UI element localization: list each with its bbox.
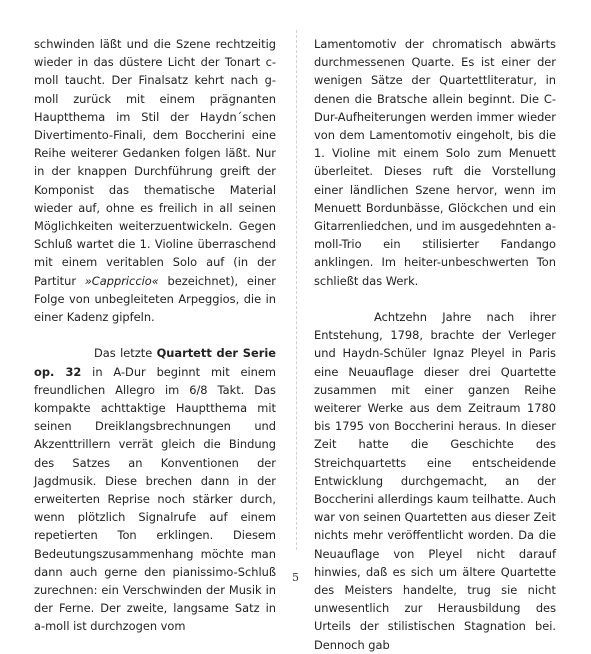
left-paragraph-2 — [34, 344, 276, 635]
left-paragraph-1 — [34, 35, 276, 326]
page-number: 5 — [292, 571, 299, 584]
left-column — [34, 35, 276, 636]
right-paragraph-1: Lamentomotiv der chromatisch abwärts durchmessenen Quarte. Es ist einer der wenigen Sätze der Quartettliteratur, in denen die Bratsche allein beginnt. Die C-Dur-Aufheiterungen werden immer wieder von dem Lamentomotiv eingeholt, bis die 1. Violine mit einem Solo zum Menuett überleitet. Dieses ruft die Vorstellung einer ländlichen Szene hervor, wenn im Menuett Bordunbässe, Glöckchen und ein Gitarrenliedchen, und im ausgedehnten a-moll-Trio ein stilisierter Fandango anklingen. Im heiter-unbeschwerten Ton schließt das Werk. — [314, 37, 556, 288]
left-p1-text: schwinden läßt und die Szene rechtzeitig wieder in das düstere Licht der Tonart c-moll taucht. Der Finalsatz kehrt nach g-moll zurück mit einem prägnanten Hauptthema im Stil der Haydn´schen Divertimento-Finali, dem Boccherini eine Reihe weiterer Gedanken folgen läßt. Nur in der knappen Durchführung greift der Komponist das thematische Material wieder auf, ohne es freilich in all seinen Möglichkeiten weiterzuentwickeln. Gegen Schluß wartet die 1. Violine überraschend mit einem veritablen Solo auf (in der Partitur — [34, 37, 276, 288]
column-divider — [296, 30, 297, 550]
left-p2-rest: in A-Dur beginnt mit einem freundlichen Allegro im 6/8 Takt. Das kompakte achttaktige Hauptthema mit seinen Dreiklangsbrechnungen und Akzenttrillern verrät gleich die Bindung des Satzes an Konventionen der Jagdmusik. Diese brechen dann in der erweiterten Reprise noch stärker durch, wenn plötzlich Signalrufe auf einem repetierten Ton erklingen. Diesem Bedeutungszusammenhang möchte man dann auch gerne den pianissimo-Schluß zurechnen: ein Verschwinden der Musik in der Ferne. Der zweite, langsame Satz in a-moll ist durchzogen vom — [34, 364, 276, 634]
left-p1-italic-term: »Cappriccio« — [84, 273, 159, 288]
left-p2-start: Das letzte — [94, 346, 157, 361]
left-p2-bold-title: Quartett der Serie op. 32 — [34, 346, 276, 379]
right-paragraph-2: Achtzehn Jahre nach ihrer Entstehung, 1798, brachte der Verleger und Haydn-Schüler Ignaz Pleyel in Paris eine Neuauflage dieser drei Quartette zusammen mit einer ganzen Reihe weiterer Werke aus dem Zeitraum 1780 bis 1795 von Boccherini heraus. In dieser Zeit hatte die Geschichte des Streichquartetts eine entscheidende Entwicklung durchgemacht, an der Boccherini allerdings kaum teilhatte. Auch war von seinen Quartetten aus dieser Zeit nichts mehr veröffentlicht worden. Da die Neuauflage von Pleyel nicht darauf hinwies, daß es sich um ältere Quartette des Meisters handelte, trug sie nicht unwesentlich zur Herausbildung des Urteils der stilistischen Stagnation bei. Dennoch gab — [314, 310, 556, 652]
left-p1-end: bezeichnet), einer Folge von unbegleiteten Arpeggios, die in einer Kadenz gipfeln. — [34, 273, 276, 325]
right-column — [314, 35, 556, 654]
